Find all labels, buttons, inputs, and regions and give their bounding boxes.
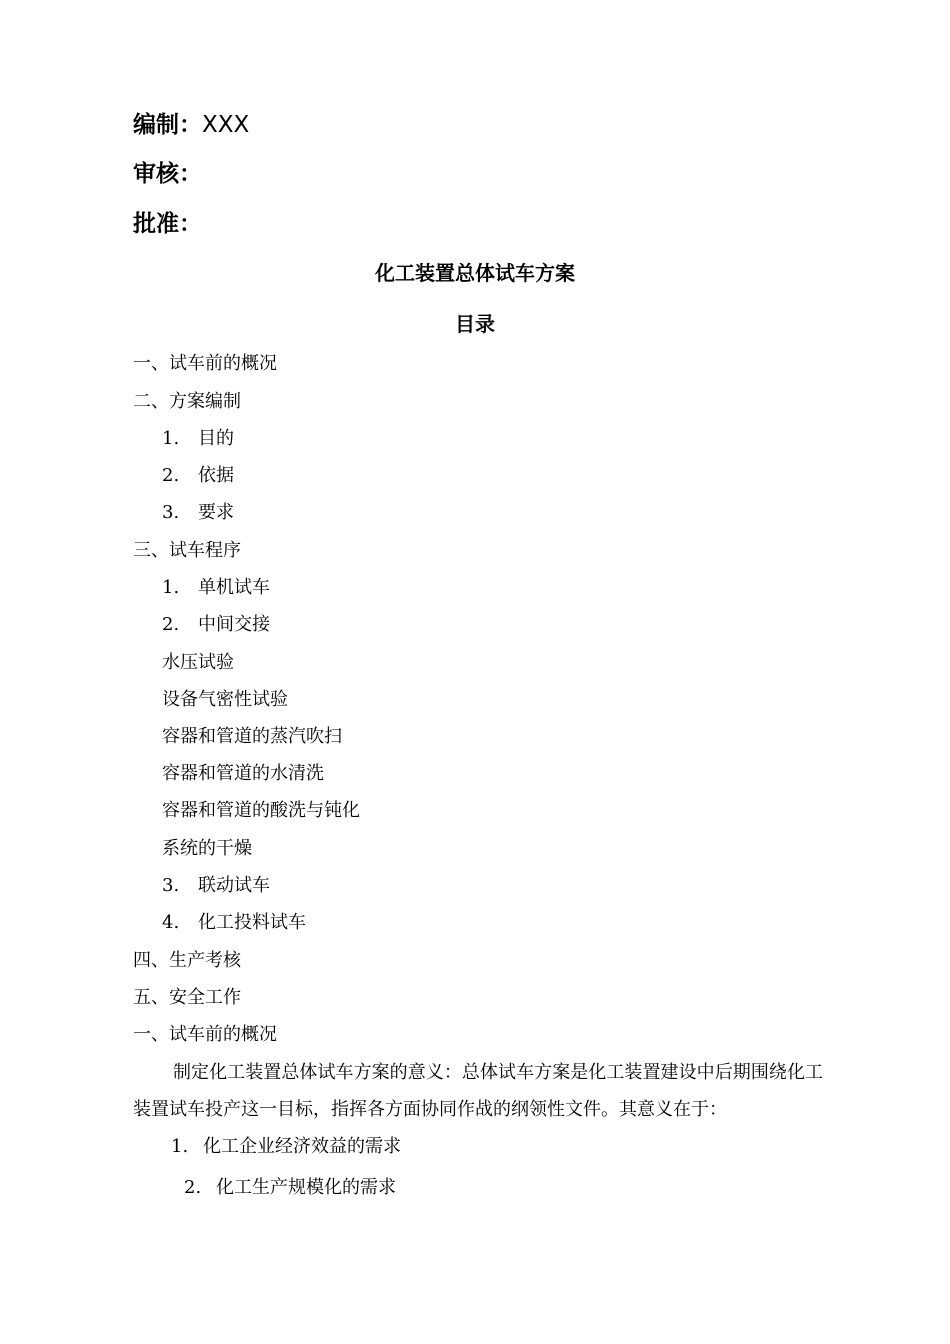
toc-s3-item-3 bbox=[162, 874, 270, 898]
toc-section-1: 一、试车前的概况 bbox=[133, 353, 277, 374]
approved-by-label: 批准： bbox=[133, 211, 202, 237]
compiled-by-value: XXX bbox=[202, 112, 250, 138]
toc-s3-item-2 bbox=[162, 613, 270, 637]
list-item-number: 1. bbox=[171, 1136, 189, 1157]
toc-section-5: 五、安全工作 bbox=[133, 987, 241, 1008]
reviewed-by-label: 审核： bbox=[133, 161, 202, 187]
toc-item-number: 1. bbox=[162, 428, 180, 449]
list-item-number: 2. bbox=[184, 1177, 202, 1198]
reviewed-by-line bbox=[133, 159, 202, 189]
toc-item-number: 3. bbox=[162, 875, 180, 896]
toc-item-number: 2. bbox=[162, 614, 180, 635]
toc-s3-sub-2: 设备气密性试验 bbox=[162, 689, 288, 710]
toc-item-label: 中间交接 bbox=[198, 614, 270, 635]
toc-item-label: 单机试车 bbox=[198, 577, 270, 598]
toc-section-2: 二、方案编制 bbox=[133, 391, 241, 412]
toc-item-label: 联动试车 bbox=[198, 875, 270, 896]
toc-section-4: 四、生产考核 bbox=[133, 950, 241, 971]
toc-item-label: 依据 bbox=[198, 465, 234, 486]
toc-s2-item-3 bbox=[162, 501, 234, 525]
list-item-label: 化工生产规模化的需求 bbox=[216, 1177, 396, 1198]
toc-s3-sub-4: 容器和管道的水清洗 bbox=[162, 763, 324, 784]
toc-heading: 目录 bbox=[455, 312, 495, 336]
toc-item-number: 1. bbox=[162, 577, 180, 598]
toc-s2-item-1 bbox=[162, 427, 234, 451]
compiled-by-line bbox=[133, 110, 249, 140]
toc-section-3: 三、试车程序 bbox=[133, 540, 241, 561]
toc-item-label: 要求 bbox=[198, 502, 234, 523]
toc-item-number: 3. bbox=[162, 502, 180, 523]
approved-by-line bbox=[133, 209, 202, 239]
document-title: 化工装置总体试车方案 bbox=[375, 261, 575, 285]
toc-item-label: 目的 bbox=[198, 428, 234, 449]
body-list-item-1 bbox=[171, 1135, 401, 1159]
toc-s3-sub-1: 水压试验 bbox=[162, 652, 234, 673]
toc-s3-sub-3: 容器和管道的蒸汽吹扫 bbox=[162, 726, 342, 747]
toc-s3-sub-5: 容器和管道的酸洗与钝化 bbox=[162, 800, 360, 821]
toc-s3-sub-6: 系统的干燥 bbox=[162, 838, 252, 859]
list-item-label: 化工企业经济效益的需求 bbox=[203, 1136, 401, 1157]
toc-s3-item-1 bbox=[162, 576, 270, 600]
toc-item-number: 2. bbox=[162, 465, 180, 486]
toc-item-number: 4. bbox=[162, 912, 180, 933]
intro-paragraph: 制定化工装置总体试车方案的意义：总体试车方案是化工装置建设中后期围绕化工装置试车投产这一目标，指挥各方面协同作战的纲领性文件。其意义在于： bbox=[133, 1062, 823, 1120]
toc-item-label: 化工投料试车 bbox=[198, 912, 306, 933]
body-list-item-2 bbox=[184, 1176, 396, 1200]
toc-s2-item-2 bbox=[162, 464, 234, 488]
compiled-by-label: 编制： bbox=[133, 112, 202, 138]
toc-s3-item-4 bbox=[162, 911, 306, 935]
section-1-heading: 一、试车前的概况 bbox=[133, 1024, 277, 1045]
